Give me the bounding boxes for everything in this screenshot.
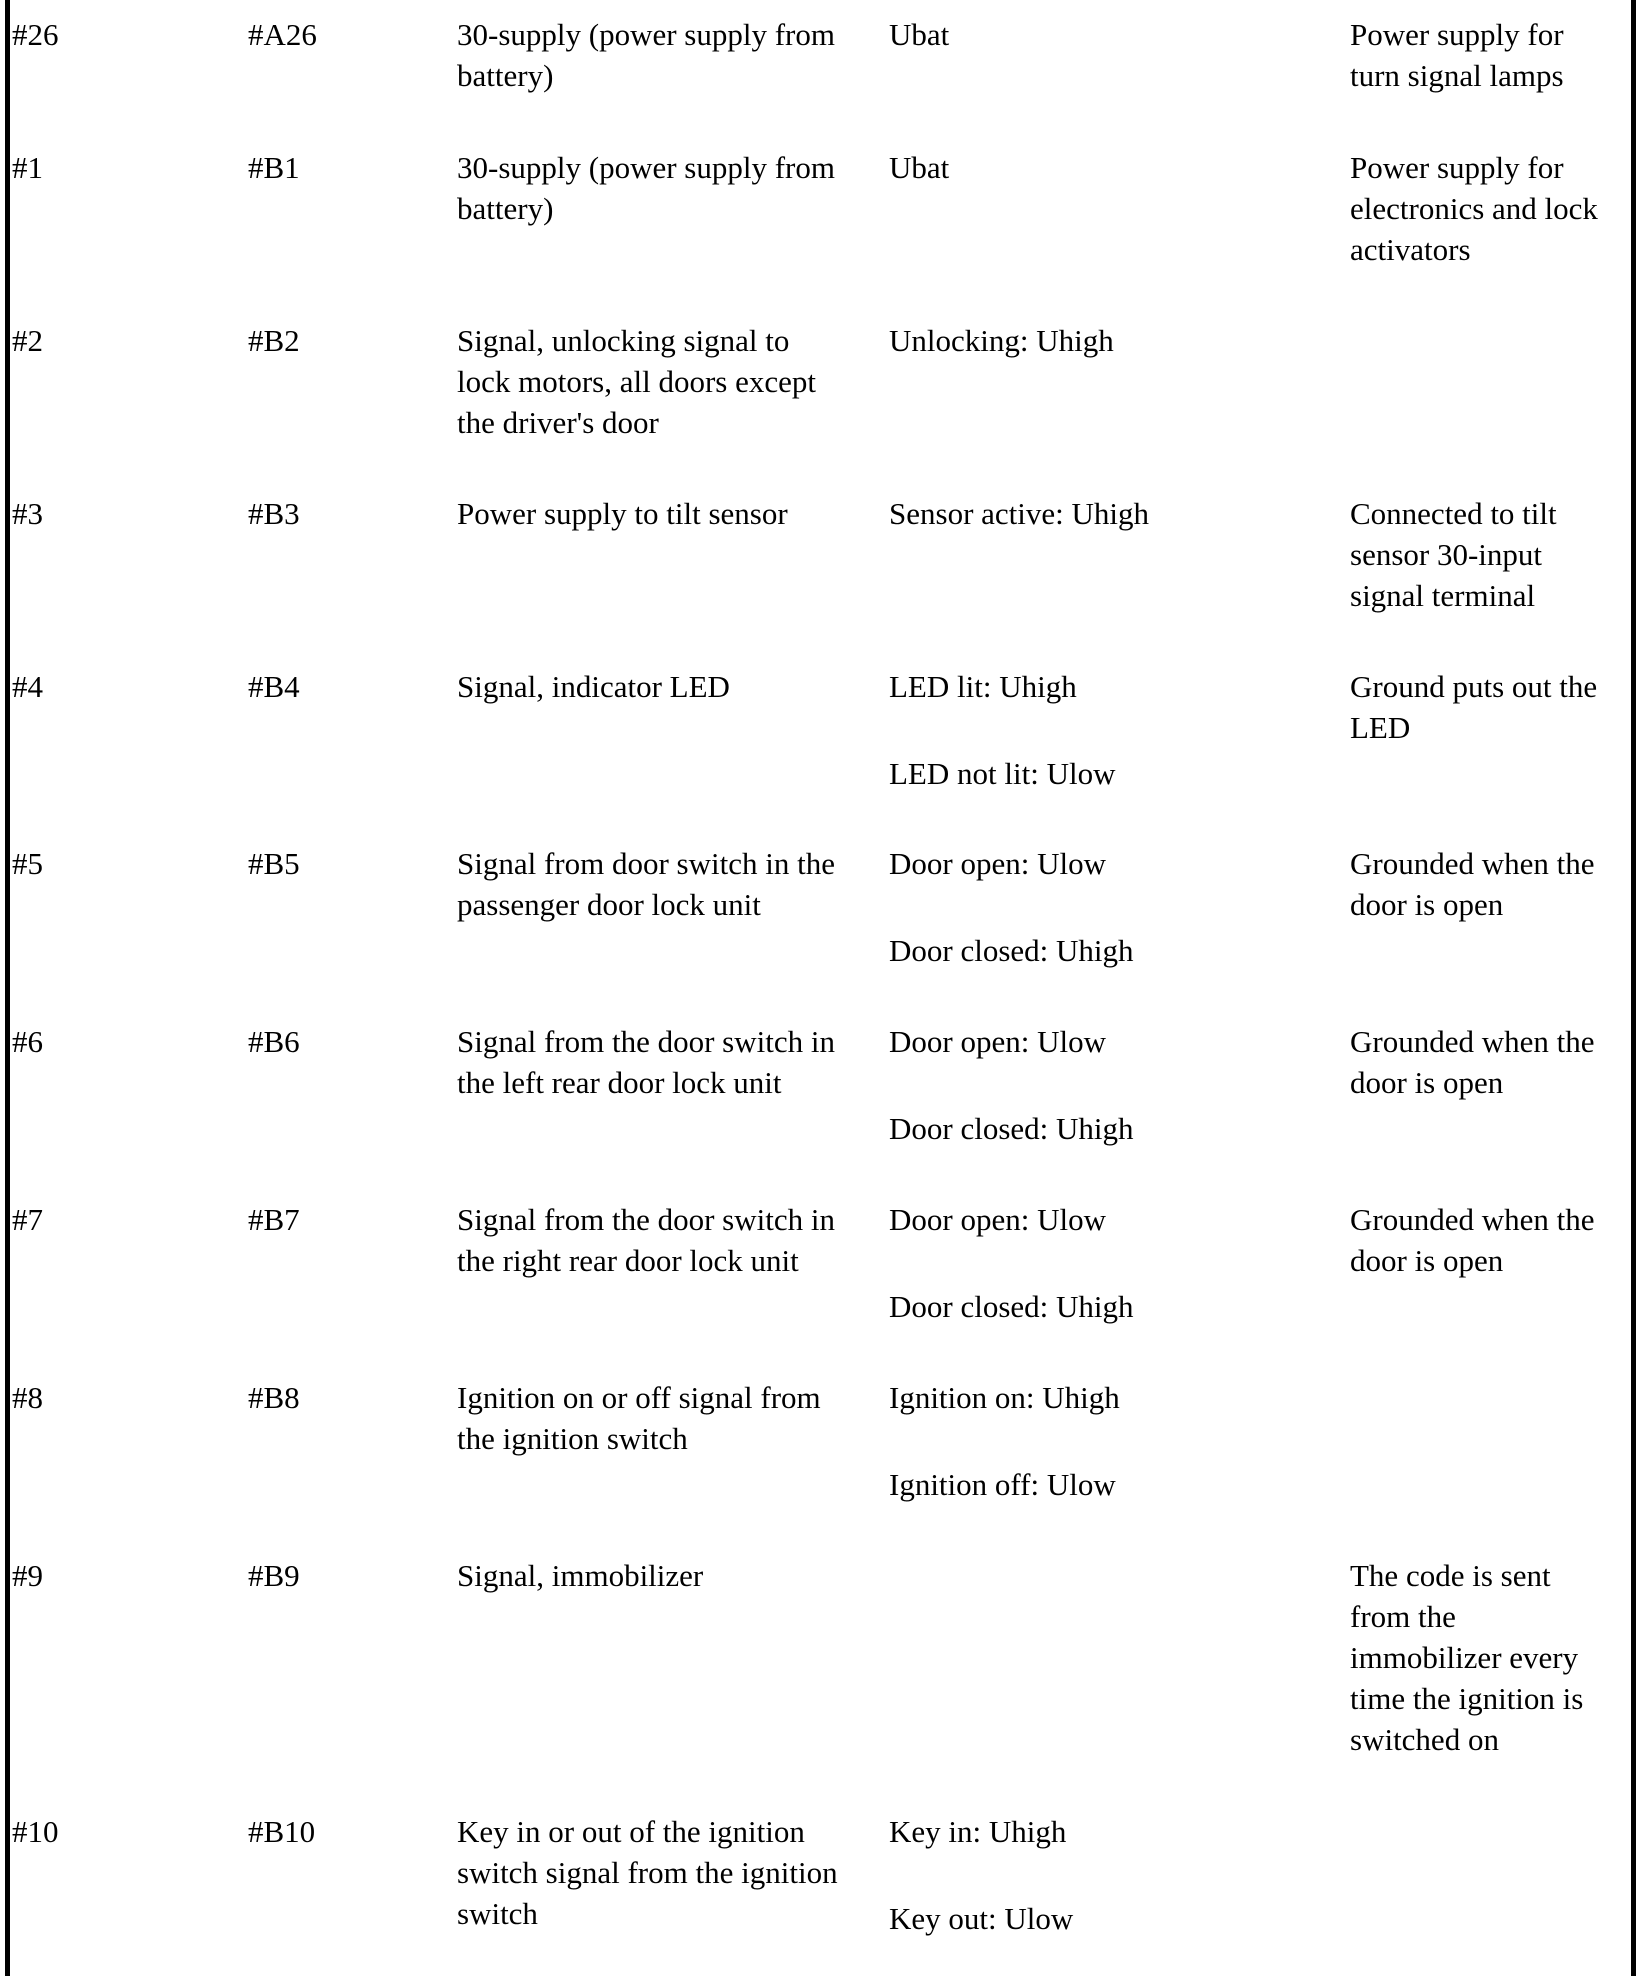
comment-cell-line: Grounded when the [1350,1024,1595,1059]
function-cell-line: lock motors, all doors except [457,364,816,399]
function-cell [457,1811,838,1934]
comment-cell-line: Grounded when the [1350,846,1595,881]
function-cell [457,147,835,229]
function-cell-line: Signal from the door switch in [457,1202,835,1237]
comment-cell-line: Connected to tilt [1350,496,1557,531]
value-cell-line: Ignition off: Ulow [889,1467,1116,1502]
value-cell-line: Sensor active: Uhigh [889,496,1150,531]
pin-cell: #1 [12,150,43,185]
pin-cell: #2 [12,323,43,358]
comment-cell-line: from the [1350,1599,1456,1634]
value-cell-line: Door open: Ulow [889,846,1106,881]
connector-pin-cell: #B6 [248,1024,300,1059]
function-cell [457,493,788,534]
pin-cell: #7 [12,1202,43,1237]
connector-pin-cell: #B10 [248,1814,316,1849]
connector-pin-cell: #B1 [248,150,300,185]
comment-cell-line: electronics and lock [1350,191,1598,226]
connector-pin-cell: #B7 [248,1202,300,1237]
function-cell-line: Power supply to tilt sensor [457,496,788,531]
comment-cell [1350,147,1598,270]
function-cell-line: Signal from the door switch in [457,1024,835,1059]
function-cell-line: 30-supply (power supply from [457,17,835,52]
table-left-border [5,0,10,1976]
value-cell-line: Door closed: Uhigh [889,1289,1134,1324]
comment-cell [1350,1199,1595,1281]
function-cell [457,1377,821,1459]
comment-cell-line: LED [1350,710,1411,745]
function-cell-line: the ignition switch [457,1421,688,1456]
comment-cell [1350,843,1595,925]
connector-pin-cell: #B3 [248,496,300,531]
comment-cell-line: The code is sent [1350,1558,1551,1593]
value-cell-line: Door open: Ulow [889,1202,1106,1237]
comment-cell [1350,666,1597,748]
comment-cell-line: Power supply for [1350,150,1564,185]
function-cell [457,1199,835,1281]
pin-cell: #26 [12,17,59,52]
function-cell-line: the driver's door [457,405,659,440]
value-cell-line: LED not lit: Ulow [889,756,1116,791]
value-cell [889,666,1115,794]
value-cell-line: Door closed: Uhigh [889,933,1134,968]
comment-cell [1350,1021,1595,1103]
function-cell-line: passenger door lock unit [457,887,761,922]
pin-cell: #6 [12,1024,43,1059]
function-cell-line: switch [457,1896,538,1931]
value-cell [889,14,949,55]
value-cell-line: Door open: Ulow [889,1024,1106,1059]
value-cell-line: Ubat [889,150,950,185]
comment-cell-line: time the ignition is [1350,1681,1584,1716]
value-cell-line: LED lit: Uhigh [889,669,1077,704]
connector-pin-cell: #B9 [248,1558,300,1593]
value-cell [889,493,1149,534]
function-cell-line: the left rear door lock unit [457,1065,782,1100]
comment-cell-line: Grounded when the [1350,1202,1595,1237]
connector-pin-cell: #B5 [248,846,300,881]
value-cell [889,1021,1134,1149]
function-cell-line: 30-supply (power supply from [457,150,835,185]
comment-cell-line: switched on [1350,1722,1499,1757]
comment-cell-line: activators [1350,232,1471,267]
function-cell-line: Signal, indicator LED [457,669,730,704]
comment-cell-line: Ground puts out the [1350,669,1598,704]
function-cell-line: Signal, unlocking signal to [457,323,790,358]
value-cell-line: Ignition on: Uhigh [889,1380,1120,1415]
pin-cell: #10 [12,1814,59,1849]
pin-cell: #9 [12,1558,43,1593]
comment-cell [1350,493,1557,616]
comment-cell-line: door is open [1350,1243,1504,1278]
connector-pin-cell: #B8 [248,1380,300,1415]
value-cell-line: Door closed: Uhigh [889,1111,1134,1146]
comment-cell-line: turn signal lamps [1350,58,1564,93]
function-cell [457,666,730,707]
function-cell-line: Signal, immobilizer [457,1558,704,1593]
pin-cell: #8 [12,1380,43,1415]
function-cell-line: battery) [457,58,554,93]
value-cell-line: Unlocking: Uhigh [889,323,1114,358]
pin-cell: #3 [12,496,43,531]
comment-cell-line: door is open [1350,887,1504,922]
function-cell [457,1555,703,1596]
pin-cell: #4 [12,669,43,704]
comment-cell [1350,1555,1583,1760]
table-right-border [1631,0,1636,1976]
connector-pin-cell: #B4 [248,669,300,704]
comment-cell-line: immobilizer every [1350,1640,1579,1675]
value-cell-line: Key in: Uhigh [889,1814,1067,1849]
value-cell-line: Ubat [889,17,950,52]
value-cell [889,1811,1073,1939]
function-cell-line: Signal from door switch in the [457,846,835,881]
function-cell [457,1021,835,1103]
comment-cell-line: Power supply for [1350,17,1564,52]
function-cell-line: the right rear door lock unit [457,1243,799,1278]
comment-cell-line: sensor 30-input [1350,537,1543,572]
function-cell-line: switch signal from the ignition [457,1855,838,1890]
comment-cell-line: signal terminal [1350,578,1536,613]
function-cell [457,843,835,925]
connector-pin-cell: #B2 [248,323,300,358]
value-cell [889,1377,1120,1505]
function-cell [457,320,816,443]
function-cell [457,14,835,96]
function-cell-line: Ignition on or off signal from [457,1380,821,1415]
function-cell-line: battery) [457,191,554,226]
comment-cell [1350,14,1564,96]
connector-pin-cell: #A26 [248,17,317,52]
comment-cell-line: door is open [1350,1065,1504,1100]
function-cell-line: Key in or out of the ignition [457,1814,805,1849]
value-cell [889,1199,1134,1327]
pin-cell: #5 [12,846,43,881]
value-cell [889,843,1134,971]
value-cell [889,147,949,188]
value-cell [889,320,1114,361]
value-cell-line: Key out: Ulow [889,1901,1074,1936]
